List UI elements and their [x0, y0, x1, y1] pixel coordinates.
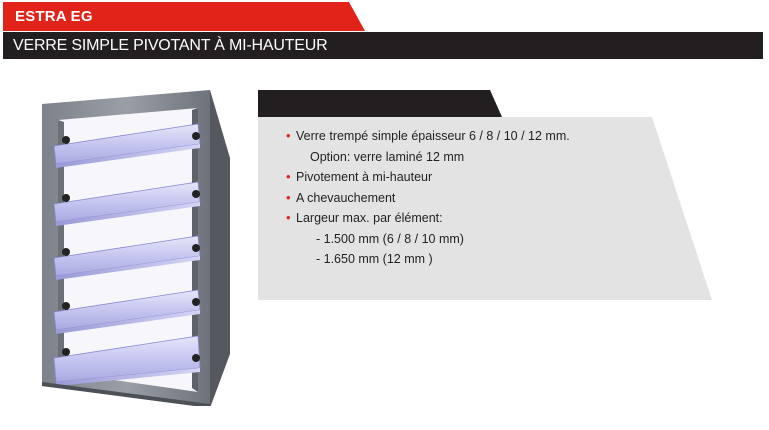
feature-text: - 1.650 mm (12 mm ) — [316, 252, 433, 266]
page-title: VERRE SIMPLE PIVOTANT À MI-HAUTEUR — [13, 37, 328, 54]
feature-text: Pivotement à mi-hauteur — [296, 170, 433, 184]
frame-depth — [210, 90, 230, 406]
bullet: • — [286, 169, 291, 184]
feature-text: Verre trempé simple épaisseur 6 / 8 / 10 / 12 mm. — [296, 129, 570, 143]
feature-text: Option: verre laminé 12 mm — [310, 149, 465, 164]
brand-label: ESTRA EG — [15, 8, 93, 25]
panel-header-bar — [258, 90, 502, 117]
feature-text: Largeur max. par élément: — [296, 211, 443, 225]
feature-text: A chevauchement — [296, 190, 396, 205]
title-bar — [3, 32, 763, 59]
bullet: • — [286, 210, 291, 225]
feature-text: - 1.500 mm (6 / 8 / 10 mm) — [316, 231, 464, 246]
bullet: • — [286, 128, 291, 143]
louvre-window-illustration — [38, 86, 238, 406]
brand-tab — [3, 2, 365, 31]
bullet: • — [286, 189, 291, 205]
